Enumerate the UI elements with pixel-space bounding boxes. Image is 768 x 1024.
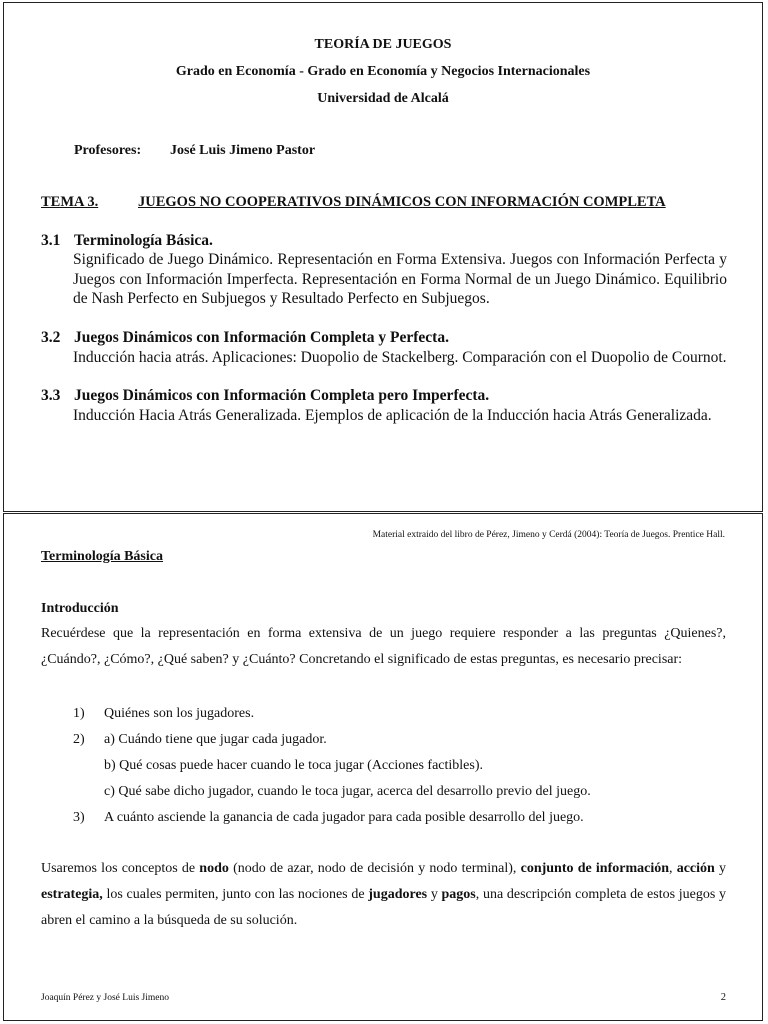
professors-label: Profesores: <box>74 143 142 158</box>
term-jugadores: jugadores <box>368 887 428 902</box>
degree-subtitle: Grado en Economía - Grado en Economía y Negocios Internacionales <box>175 64 591 79</box>
section-3-2-body: Inducción hacia atrás. Aplicaciones: Duopolio de Stackelberg. Comparación con el Duopolio de Cournot. <box>73 349 727 366</box>
professors-name: José Luis Jimeno Pastor <box>170 143 316 158</box>
list-item-2c: c) Qué sabe dicho jugador, cuando le toca jugar, acerca del desarrollo previo del juego. <box>104 784 591 799</box>
list-number: 3) <box>73 810 85 825</box>
tema-title: JUEGOS NO COOPERATIVOS DINÁMICOS CON INFORMACIÓN COMPLETA <box>138 194 666 210</box>
closing-text: y <box>427 887 442 902</box>
footer-authors: Joaquín Pérez y José Luis Jimeno <box>41 993 169 1003</box>
section-title: Juegos Dinámicos con Información Completa y Perfecta. <box>74 329 449 346</box>
closing-text: los cuales permiten, junto con las nociones de <box>102 887 369 902</box>
list-number: 2) <box>73 732 85 747</box>
section-number: 3.3 <box>41 387 61 404</box>
term-conjunto-informacion: conjunto de información <box>520 861 669 876</box>
page-number: 2 <box>720 992 726 1003</box>
term-nodo: nodo <box>199 861 229 876</box>
section-title: Juegos Dinámicos con Información Completa pero Imperfecta. <box>74 387 490 404</box>
term-pagos: pagos <box>441 887 476 902</box>
section-3-1-heading <box>41 232 213 250</box>
closing-text: (nodo de azar, nodo de decisión y nodo terminal), <box>228 861 521 876</box>
list-text: Quiénes son los jugadores. <box>104 706 255 721</box>
section-3-3-heading <box>41 387 489 405</box>
section-3-3-body: Inducción Hacia Atrás Generalizada. Ejemplos de aplicación de la Inducción hacia Atrás Generalizada. <box>73 407 712 424</box>
list-text: a) Cuándo tiene que jugar cada jugador. <box>104 732 327 747</box>
term-accion: acción <box>676 861 715 876</box>
section-title: Terminología Básica <box>41 549 163 564</box>
university-name: Universidad de Alcalá <box>317 91 449 106</box>
section-title: Terminología Básica. <box>74 232 213 249</box>
source-note: Material extraido del libro de Pérez, Jimeno y Cerdá (2004): Teoría de Juegos. Prentice Hall. <box>372 530 725 540</box>
list-number: 1) <box>73 706 85 721</box>
list-item-2b: b) Qué cosas puede hacer cuando le toca jugar (Acciones factibles). <box>104 758 483 773</box>
section-number: 3.1 <box>41 232 61 249</box>
course-title: TEORÍA DE JUEGOS <box>314 37 452 52</box>
closing-text: Usaremos los conceptos de <box>41 861 200 876</box>
intro-paragraph: Recuérdese que la representación en forma extensiva de un juego requiere responder a las preguntas ¿Quienes?, ¿Cuándo?, ¿Cómo?, ¿Qué saben? y ¿Cuánto? Concretando el significado de estas preguntas, es necesario precisar: <box>41 626 726 667</box>
section-3-2-heading <box>41 329 449 347</box>
slide-2 <box>3 513 763 1021</box>
section-3-1-body: Significado de Juego Dinámico. Representación en Forma Extensiva. Juegos con Información Perfecta y Juegos con Información Imperfecta. Representación en Forma Normal de un Juego Dinámico. Equilibrio de Nash Perfecto en Subjuegos y Resultado Perfecto en Subjuegos. <box>73 251 727 307</box>
closing-text: , una descripción completa de estos juegos y abren el camino a la búsqueda de su solución. <box>41 887 726 928</box>
intro-heading: Introducción <box>41 601 119 616</box>
closing-text: y <box>714 861 727 876</box>
tema-label: TEMA 3. <box>41 194 99 210</box>
term-estrategia: estrategia, <box>41 887 103 902</box>
slide-1 <box>3 2 763 512</box>
closing-paragraph <box>41 856 726 934</box>
list-text: A cuánto asciende la ganancia de cada jugador para cada posible desarrollo del juego. <box>104 810 584 825</box>
section-number: 3.2 <box>41 329 61 346</box>
closing-text: , <box>669 861 677 876</box>
